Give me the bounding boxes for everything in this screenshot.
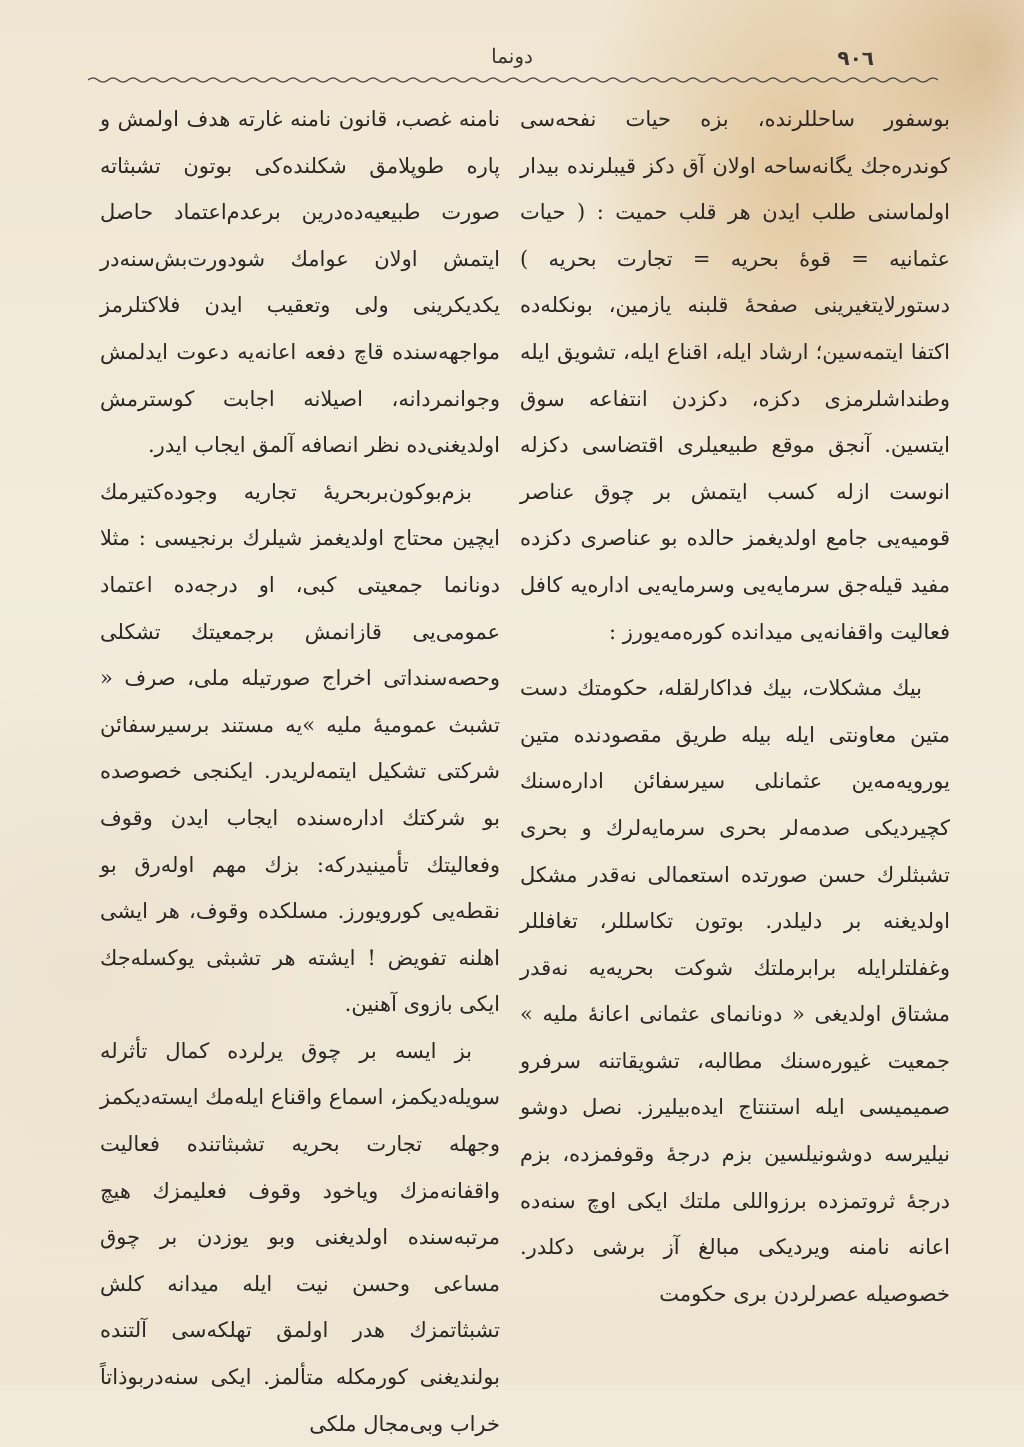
paragraph: بز ایسه بر چوق یرلرده کمال تأثرله سویله‌دیکمز، اسماع واقناع ایله‌مك ایسته‌دیکمز وجهله تجارت بحریه تشبثاتنده فعالیت واقفانه‌مزك ویاخود وقوف فعلیمزك هیچ مرتبه‌سنده اولدیغنی وبو یوزدن بر چوق مساعی وحسن نیت ایله میدانه کلش تشبثاتمزك هدر اولمق تهلکه‌سی آلتنده بولندیغنی کورمکله متألمز. ایکی سنه‌دربوذاتاً خراب وبی‌مجال ملکی bbox=[100, 1038, 500, 1436]
text-column-left bbox=[100, 96, 500, 1436]
paragraph: بزم‌بوکون‌بربحریهٔ تجاریه وجوده‌کتیرمك ایچین محتاج اولدیغمز شیلرك برنجیسی : مثلا دونانما جمعیتی کبی، او درجه‌ده اعتماد عمومی‌یی قازانمش برجمعیتك تشکلی وحصه‌سنداتی اخراج صورتیله ملی، صرف « تشبث عمومیهٔ ملیه »یه مستند برسیرسفائن شرکتی تشکیل ایتمه‌لریدر. ایکنجی خصوصده بو شرکتك اداره‌سنده ایجاب ایدن وقوف وفعالیتك تأمینیدرکه: بزك مهم اوله‌رق بو نقطه‌یی کورویورز. مسلکده وقوف، هر ایشی اهلنه تفویض ! ایشته هر تشبثی یوکسله‌جك ایکی بازوی آهنین. bbox=[100, 479, 500, 1017]
text-column-right bbox=[520, 96, 950, 1366]
paragraph: بیك مشکلات، بیك فداکارلقله، حکومتك دست متین معاونتی ایله بیله طریق مقصودنده متین یورویه‌مه‌ین عثمانلی سیرسفائن اداره‌سنك کچیردیکی صدمه‌لر بحری سرمایه‌لرك و بحری تشبثلرك حسن صورتده استعمالی نه‌قدر مشکل اولدیغنه بر دلیلدر. بوتون تکاسللر، تغافللر وغفلتلرایله برابرملتك شوکت بحریه‌یه نه‌قدر مشتاق اولدیغی « دونانمای عثمانی اعانهٔ ملیه » جمعیت غیوره‌سنك مطالبه، تشویقاتنه سرفرو صمیمیسی ایله استنتاج ایده‌بیلیرز. نصل دوشو نیلیرسه دوشونیلسین بزم درجهٔ وقوفمزده، بزم درجهٔ ثروتمزده برزواللی ملتك ایکی اوچ سنه‌ده اعانه نامنه ویردیکی مبالغ آز برشی دکلدر. خصوصیله عصرلردن بری حکومت bbox=[520, 676, 950, 1306]
paragraph: نامنه غصب، قانون نامنه غارته هدف اولمش و پاره طوپلامق شکلنده‌کی بوتون تشبثاته صورت طبیعیه‌ده‌درین برعدم‌اعتماد حاصل ایتمش اولان عوامك شودورت‌بش‌سنه‌در یکدیکرینی ولی وتعقیب ایدن فلاکتلرمز مواجهه‌سنده قاچ دفعه اعانه‌یه دعوت ایدلمش وجوانمردانه، اصیلانه اجابت کوسترمش اولدیغنی‌ده نظر انصافه آلمق ایجاب ایدر. bbox=[100, 107, 500, 458]
page-header bbox=[80, 44, 944, 78]
header-wavy-rule bbox=[88, 76, 938, 84]
page-number: ٩٠٦ bbox=[837, 46, 874, 70]
paragraph: بوسفور ساحللرنده، بزه حیات نفحه‌سی کوندره‌جك یگانه‌ساحه اولان آق دکز قیبلرنده بیدار اولماسنی طلب ایدن هر قلب حمیت : ( حیات عثمانیه = قوهٔ بحریه = تجارت بحریه ) دستورلایتغیرینی صفحهٔ قلبنه یازمین، بونکله‌ده اکتفا ایتمه‌سین؛ ارشاد ایله، اقناع ایله، تشویق ایله وطنداشلرمزی دکزه، دکزدن انتفاعه سوق ایتسین. آنجق موقع طبیعیلری اقتضاسی دکزله انوست ازله کسب ایتمش بر چوق عناصر قومیه‌یی جامع اولدیغمز حالده بو عناصری دکزده مفید قیله‌جق سرمایه‌یی وسرمایه‌یی اداره‌یه کافل فعالیت واقفانه‌یی میدانده کوره‌مه‌یورز : bbox=[520, 107, 950, 644]
running-title: دونما bbox=[491, 44, 533, 68]
